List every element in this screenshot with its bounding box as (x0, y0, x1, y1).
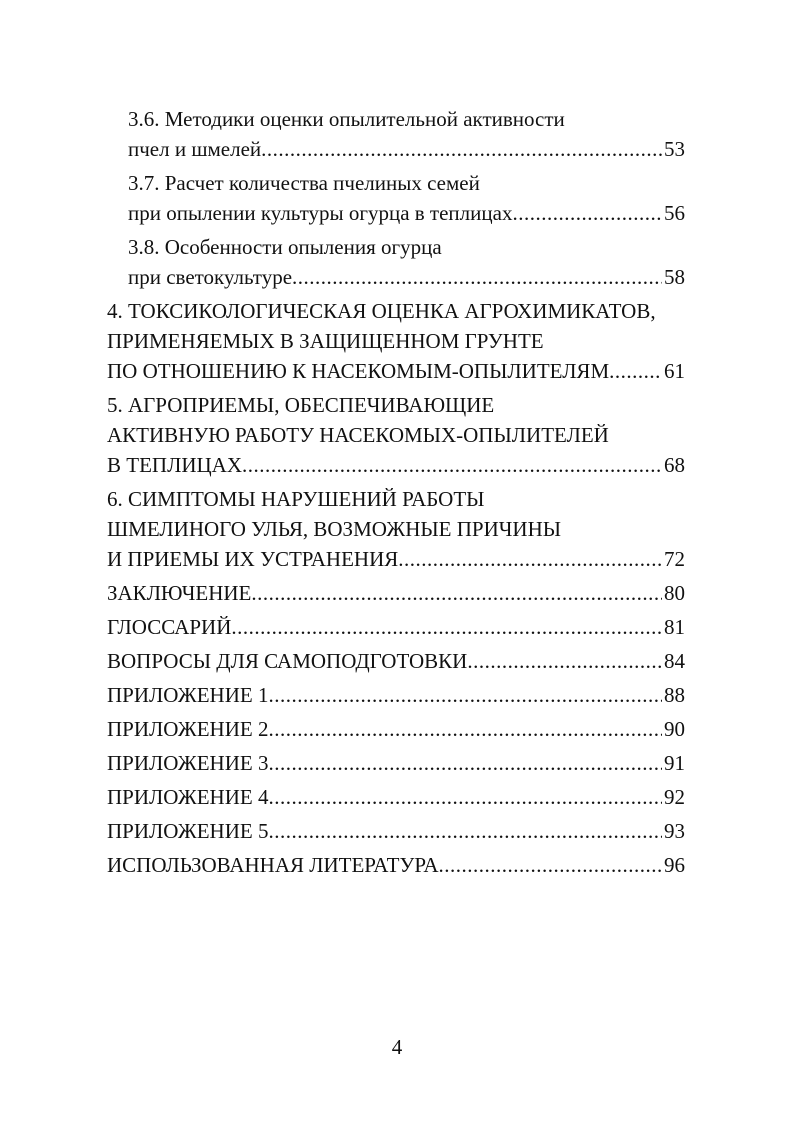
toc-entry-title: ПРИЛОЖЕНИЕ 2 (107, 717, 269, 741)
toc-entry[interactable] (107, 168, 685, 228)
toc-entry-line (107, 816, 685, 846)
toc-entry-title: при светокультуре (128, 265, 293, 289)
toc-leader-dots (512, 198, 662, 228)
toc-entry-title: 3.8. Особенности опыления огурца (128, 235, 442, 259)
toc-entry[interactable] (107, 680, 685, 710)
toc-page-number: 53 (664, 137, 685, 161)
toc-entry[interactable] (107, 748, 685, 778)
toc-entry[interactable] (107, 816, 685, 846)
toc-entry-line (107, 104, 685, 134)
toc-entry-line (107, 850, 685, 880)
toc-entry[interactable] (107, 296, 685, 386)
toc-entry-line (107, 232, 685, 262)
toc-entry-line (107, 484, 685, 514)
toc-leader-dots (242, 450, 662, 480)
toc-entry-line (107, 578, 685, 608)
toc-entry-line (107, 612, 685, 642)
toc-entry-title: при опылении культуры огурца в теплицах (128, 201, 513, 225)
toc-entry-title: 3.7. Расчет количества пчелиных семей (128, 171, 480, 195)
toc-entry-line (107, 356, 685, 386)
toc-page-number: 96 (664, 853, 685, 877)
toc-entry[interactable] (107, 646, 685, 676)
toc-page-number: 90 (664, 717, 685, 741)
toc-entry-title: И ПРИЕМЫ ИХ УСТРАНЕНИЯ (107, 547, 399, 571)
toc-entry-line (107, 748, 685, 778)
toc-entry-line (107, 646, 685, 676)
toc-entry-title: 5. АГРОПРИЕМЫ, ОБЕСПЕЧИВАЮЩИЕ (107, 393, 495, 417)
toc-entry-title: ЗАКЛЮЧЕНИЕ (107, 581, 252, 605)
toc-page-number: 58 (664, 265, 685, 289)
toc-page-number: 72 (664, 547, 685, 571)
toc-entry-line (107, 514, 685, 544)
toc-leader-dots (268, 680, 662, 710)
toc-page-number: 61 (664, 359, 685, 383)
toc-entry-title: ПРИЛОЖЕНИЕ 1 (107, 683, 269, 707)
toc-entry[interactable] (107, 578, 685, 608)
toc-entry-title: ПО ОТНОШЕНИЮ К НАСЕКОМЫМ-ОПЫЛИТЕЛЯМ (107, 359, 610, 383)
toc-leader-dots (251, 578, 662, 608)
toc-entry-line (107, 296, 685, 326)
toc-entry[interactable] (107, 782, 685, 812)
toc-entry-line (107, 326, 685, 356)
toc-page-number: 88 (664, 683, 685, 707)
toc-leader-dots (268, 816, 662, 846)
page-number: 4 (391, 1035, 403, 1059)
toc-entry-title: ВОПРОСЫ ДЛЯ САМОПОДГОТОВКИ (107, 649, 468, 673)
toc-entry-title: ПРИМЕНЯЕМЫХ В ЗАЩИЩЕННОМ ГРУНТЕ (107, 329, 544, 353)
toc-leader-dots (292, 262, 662, 292)
toc-entry-title: 6. СИМПТОМЫ НАРУШЕНИЙ РАБОТЫ (107, 487, 485, 511)
toc-entry-title: 4. ТОКСИКОЛОГИЧЕСКАЯ ОЦЕНКА АГРОХИМИКАТОВ, (107, 299, 656, 323)
toc-entry[interactable] (107, 612, 685, 642)
toc-entry-title: ГЛОССАРИЙ (107, 615, 232, 639)
toc-leader-dots (467, 646, 662, 676)
toc-leader-dots (231, 612, 662, 642)
toc-page-number: 84 (664, 649, 685, 673)
toc-page-number: 68 (664, 453, 685, 477)
toc-leader-dots (268, 782, 662, 812)
toc-entry-line (107, 168, 685, 198)
toc-entry-line (107, 680, 685, 710)
toc-leader-dots (261, 134, 662, 164)
toc-entry-title: В ТЕПЛИЦАХ (107, 453, 242, 477)
toc-entry[interactable] (107, 850, 685, 880)
toc-entry[interactable] (107, 390, 685, 480)
toc-entry-line (107, 262, 685, 292)
toc-entry-title: ПРИЛОЖЕНИЕ 5 (107, 819, 269, 843)
toc-leader-dots (438, 850, 662, 880)
toc-entry-title: ШМЕЛИНОГО УЛЬЯ, ВОЗМОЖНЫЕ ПРИЧИНЫ (107, 517, 562, 541)
toc-page-number: 80 (664, 581, 685, 605)
toc-entry-title: ПРИЛОЖЕНИЕ 3 (107, 751, 269, 775)
toc-leader-dots (268, 714, 662, 744)
toc-entry-line (107, 390, 685, 420)
toc-entry-line (107, 420, 685, 450)
toc-entry-title: ПРИЛОЖЕНИЕ 4 (107, 785, 269, 809)
table-of-contents (107, 104, 685, 884)
toc-page-number: 92 (664, 785, 685, 809)
toc-entry-title: 3.6. Методики оценки опылительной активности (128, 107, 565, 131)
toc-entry[interactable] (107, 232, 685, 292)
toc-entry[interactable] (107, 484, 685, 574)
toc-leader-dots (398, 544, 662, 574)
toc-entry-title: пчел и шмелей (128, 137, 262, 161)
toc-leader-dots (609, 356, 662, 386)
toc-entry-line (107, 134, 685, 164)
toc-entry-line (107, 450, 685, 480)
toc-entry[interactable] (107, 104, 685, 164)
toc-entry-line (107, 544, 685, 574)
toc-page-number: 56 (664, 201, 685, 225)
toc-entry-line (107, 198, 685, 228)
toc-page-number: 81 (664, 615, 685, 639)
toc-entry[interactable] (107, 714, 685, 744)
toc-leader-dots (268, 748, 662, 778)
toc-entry-line (107, 782, 685, 812)
toc-page-number: 91 (664, 751, 685, 775)
toc-entry-title: ИСПОЛЬЗОВАННАЯ ЛИТЕРАТУРА (107, 853, 439, 877)
toc-entry-line (107, 714, 685, 744)
toc-page-number: 93 (664, 819, 685, 843)
toc-entry-title: АКТИВНУЮ РАБОТУ НАСЕКОМЫХ-ОПЫЛИТЕЛЕЙ (107, 423, 609, 447)
